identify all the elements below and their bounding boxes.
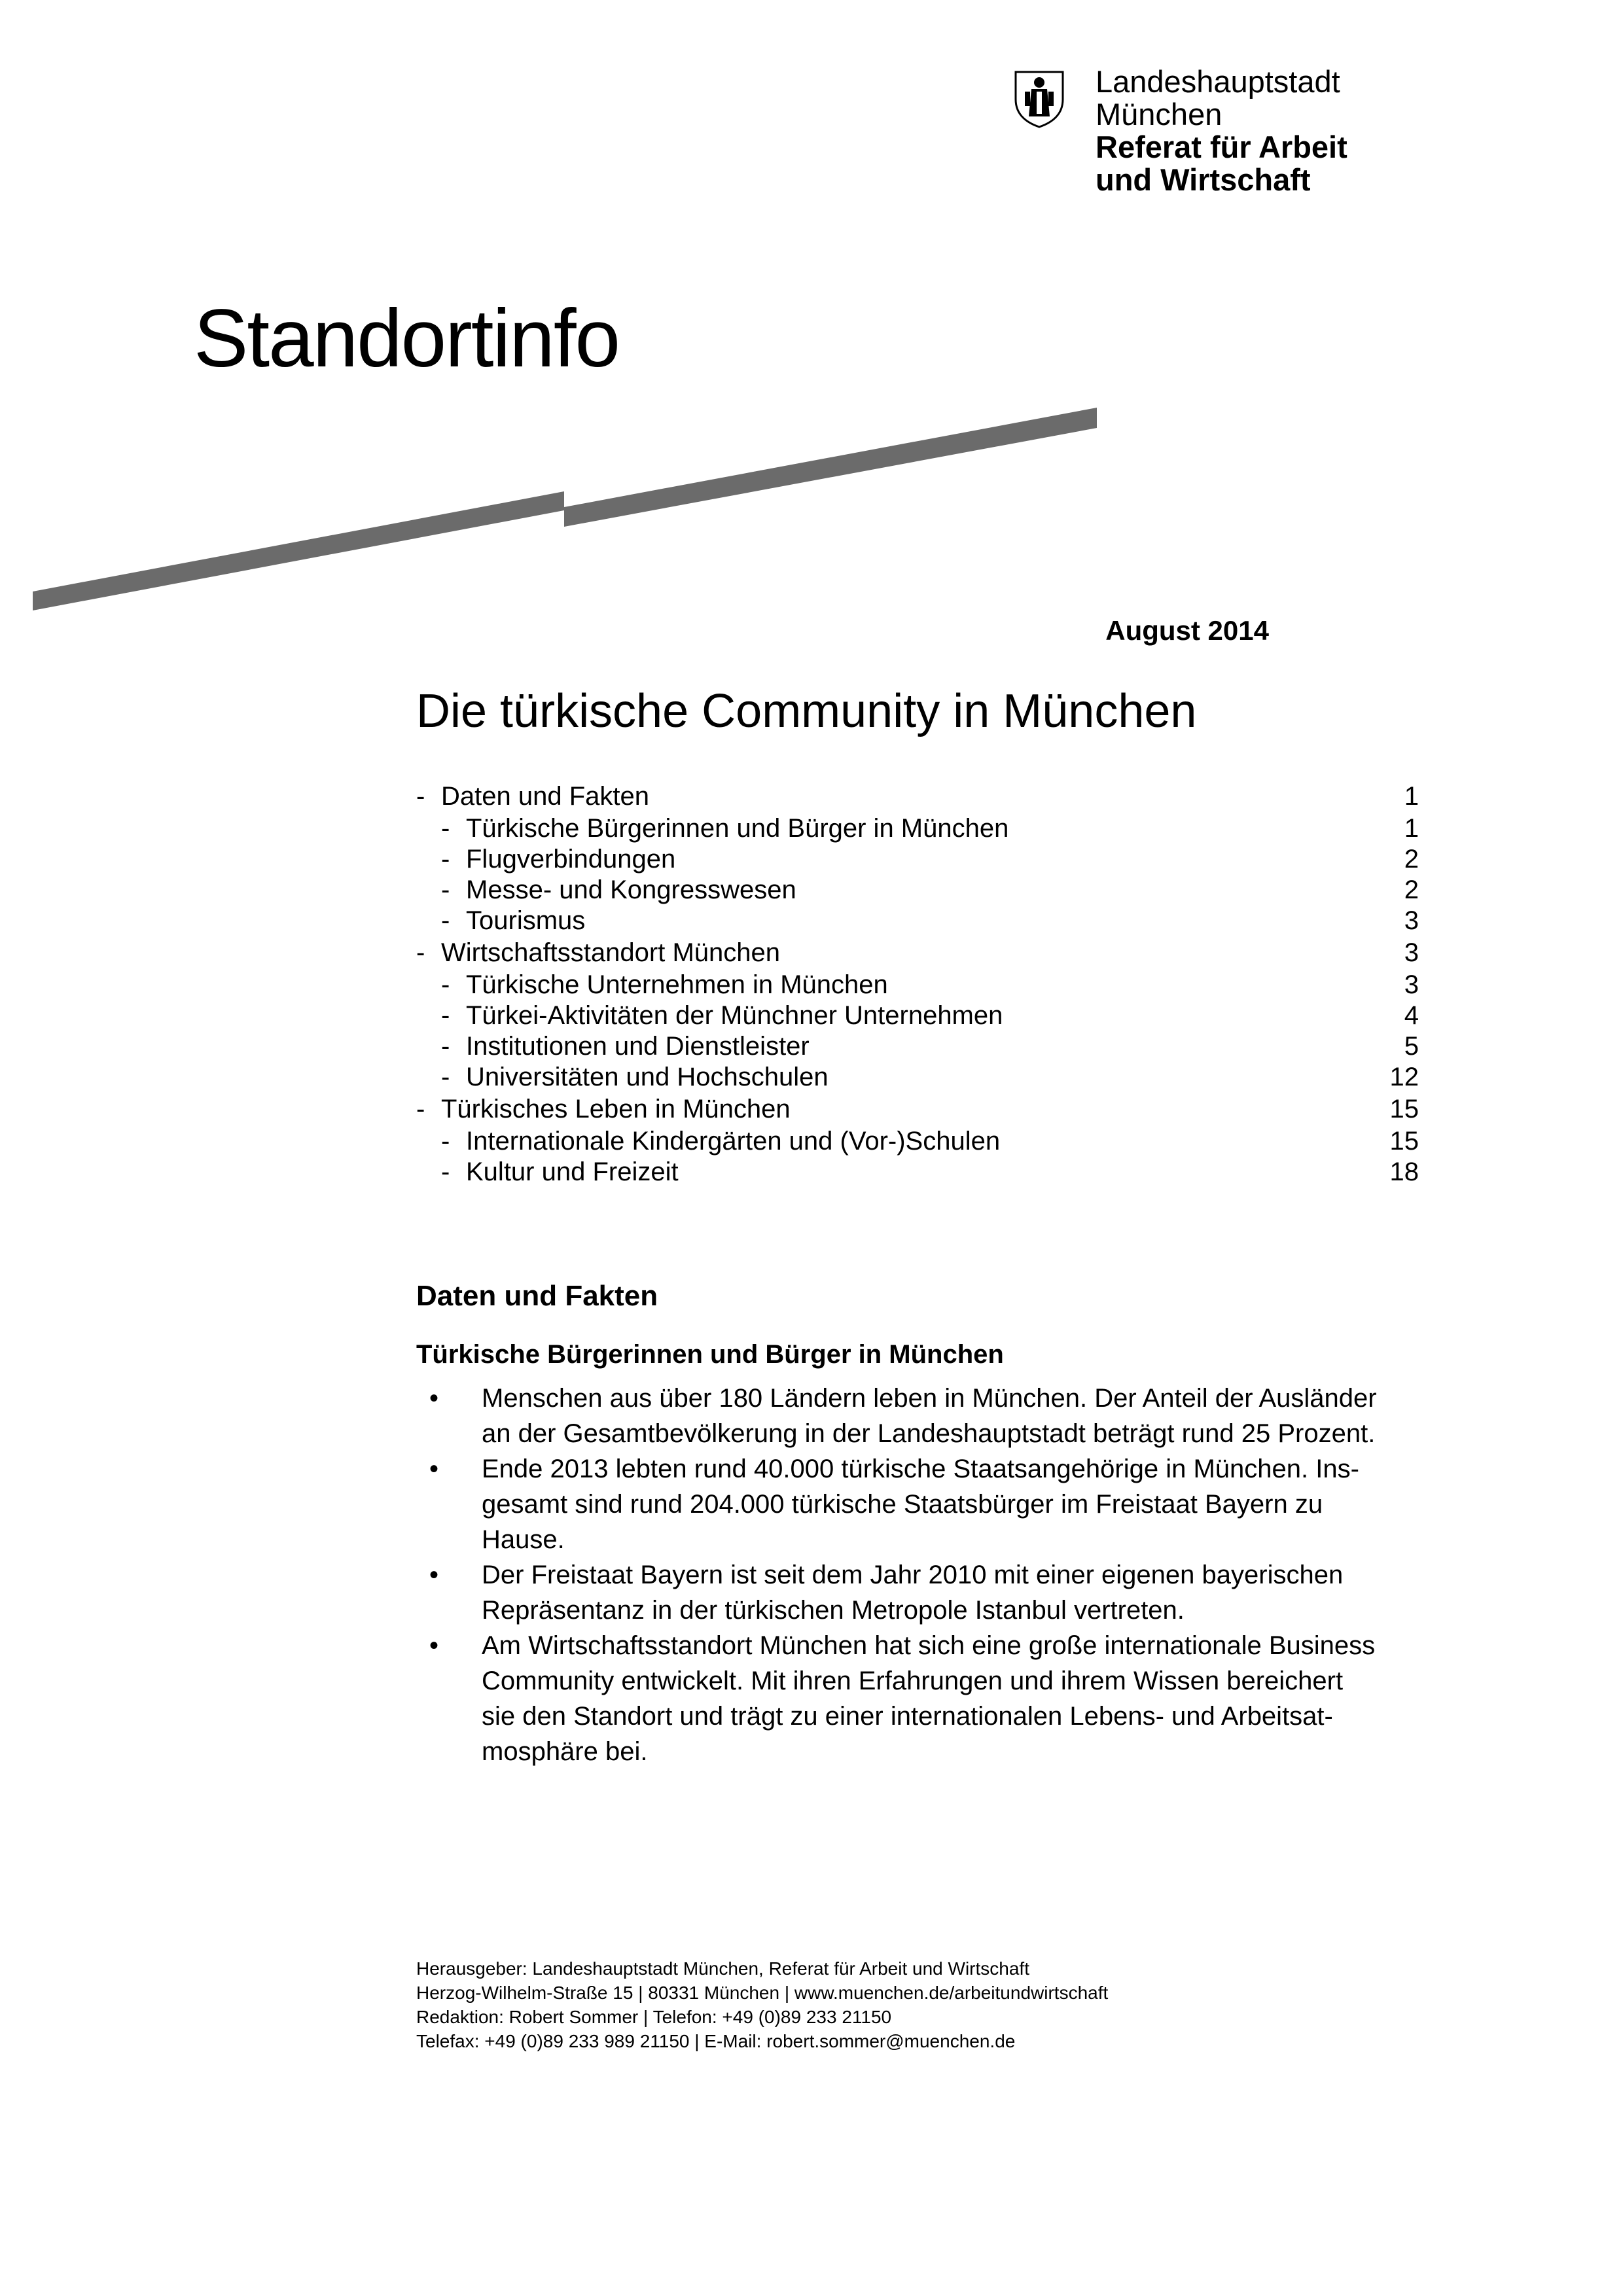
toc-dash: - (441, 845, 450, 874)
bullet-line: Menschen aus über 180 Ländern leben in München. Der Anteil der Ausländer (482, 1384, 1377, 1413)
bullet-item (416, 1451, 1424, 1557)
footer-editor: Redaktion: Robert Sommer | Telefon: +49 (0)89 233 21150 (416, 2007, 892, 2027)
bullet-line: Der Freistaat Bayern ist seit dem Jahr 2010 mit einer eigenen bayerischen (482, 1561, 1344, 1589)
publisher-footer (416, 1956, 1108, 2053)
toc-entry[interactable] (416, 780, 1419, 813)
bullet-icon: • (429, 1384, 439, 1413)
toc-entry-text: Universitäten und Hochschulen (466, 1063, 829, 1091)
toc-entry[interactable] (416, 844, 1419, 875)
footer-contact[interactable]: Telefax: +49 (0)89 233 989 21150 | E-Mail: robert.sommer@muenchen.de (416, 2031, 1016, 2051)
toc-dash: - (441, 1032, 450, 1061)
toc-entry-page: 2 (1404, 875, 1419, 904)
toc-entry-page: 15 (1389, 1095, 1419, 1123)
toc-dash: - (416, 1095, 425, 1123)
toc-entry[interactable] (416, 1031, 1419, 1062)
bullet-line: sie den Standort und trägt zu einer internationalen Lebens- und Arbeitsat- (482, 1702, 1333, 1731)
toc-entry-text: Wirtschaftsstandort München (441, 938, 780, 967)
toc-entry[interactable] (416, 1157, 1419, 1188)
bullet-item (416, 1628, 1424, 1769)
bullet-line: gesamt sind rund 204.000 türkische Staatsbürger im Freistaat Bayern zu (482, 1490, 1323, 1519)
toc-entry-text: Daten und Fakten (441, 782, 649, 811)
toc-dash: - (441, 1001, 450, 1030)
toc-entry-text: Türkei-Aktivitäten der Münchner Unternehmen (466, 1001, 1003, 1030)
toc-dash: - (416, 938, 425, 967)
toc-dash: - (441, 906, 450, 935)
stripe-right (564, 408, 1097, 527)
bullet-line: Am Wirtschaftsstandort München hat sich eine große internationale Business (482, 1631, 1376, 1660)
footer-publisher: Herausgeber: Landeshauptstadt München, Referat für Arbeit und Wirtschaft (416, 1958, 1029, 1979)
toc-entry[interactable] (416, 1126, 1419, 1157)
bullet-icon: • (429, 1455, 439, 1483)
bullet-line: mosphäre bei. (482, 1737, 648, 1766)
org-line-department-cont: und Wirtschaft (1096, 162, 1311, 197)
section-heading: Daten und Fakten (416, 1280, 658, 1312)
toc-entry-page: 4 (1404, 1001, 1419, 1030)
toc-entry[interactable] (416, 875, 1419, 906)
toc-entry-text: Messe- und Kongresswesen (466, 875, 796, 904)
bullet-line: Community entwickelt. Mit ihren Erfahrungen und ihrem Wissen bereichert (482, 1667, 1344, 1695)
toc-entry-page: 1 (1404, 782, 1419, 811)
org-line-city-state: Landeshauptstadt (1096, 64, 1340, 99)
table-of-contents (416, 780, 1419, 1188)
toc-entry-text: Türkisches Leben in München (441, 1095, 791, 1123)
bullet-line: Repräsentanz in der türkischen Metropole Istanbul vertreten. (482, 1596, 1185, 1625)
bullet-item (416, 1557, 1424, 1628)
document-title: Die türkische Community in München (416, 685, 1197, 737)
toc-entry-page: 1 (1404, 814, 1419, 843)
toc-entry-page: 3 (1404, 970, 1419, 999)
toc-entry[interactable] (416, 970, 1419, 1000)
toc-entry[interactable] (416, 906, 1419, 936)
toc-dash: - (441, 814, 450, 843)
toc-entry[interactable] (416, 813, 1419, 844)
toc-entry-page: 3 (1404, 938, 1419, 967)
toc-entry-text: Türkische Bürgerinnen und Bürger in München (466, 814, 1009, 843)
bullet-line: an der Gesamtbevölkerung in der Landeshauptstadt beträgt rund 25 Prozent. (482, 1419, 1376, 1448)
toc-entry-page: 3 (1404, 906, 1419, 935)
page-title: Standortinfo (194, 293, 620, 384)
toc-dash: - (441, 1063, 450, 1091)
toc-entry-page: 2 (1404, 845, 1419, 874)
bullet-icon: • (429, 1631, 439, 1660)
toc-entry[interactable] (416, 1093, 1419, 1126)
toc-dash: - (441, 875, 450, 904)
bullet-item (416, 1381, 1424, 1451)
org-line-city: München (1096, 97, 1222, 132)
footer-address[interactable]: Herzog-Wilhelm-Straße 15 | 80331 München | www.muenchen.de/arbeitundwirtschaft (416, 1983, 1109, 2003)
toc-entry-page: 12 (1389, 1063, 1419, 1091)
toc-dash: - (416, 782, 425, 811)
bullet-line: Ende 2013 lebten rund 40.000 türkische Staatsangehörige in München. Ins- (482, 1455, 1359, 1483)
publication-date: August 2014 (1105, 615, 1269, 646)
toc-entry-text: Institutionen und Dienstleister (466, 1032, 810, 1061)
toc-dash: - (441, 970, 450, 999)
toc-entry-text: Kultur und Freizeit (466, 1157, 679, 1186)
toc-entry-text: Türkische Unternehmen in München (466, 970, 888, 999)
bullet-icon: • (429, 1561, 439, 1589)
toc-entry-page: 15 (1389, 1127, 1419, 1156)
toc-entry[interactable] (416, 1000, 1419, 1031)
toc-dash: - (441, 1127, 450, 1156)
stripe-left (33, 491, 564, 610)
toc-dash: - (441, 1157, 450, 1186)
toc-entry[interactable] (416, 1062, 1419, 1093)
toc-entry-text: Internationale Kindergärten und (Vor-)Schulen (466, 1127, 1001, 1156)
org-line-department: Referat für Arbeit (1096, 130, 1347, 164)
toc-entry-text: Flugverbindungen (466, 845, 676, 874)
bullet-line: Hause. (482, 1525, 565, 1554)
toc-entry-text: Tourismus (466, 906, 586, 935)
bullet-list (416, 1381, 1424, 1769)
section-subheading: Türkische Bürgerinnen und Bürger in München (416, 1340, 1004, 1369)
toc-entry-page: 18 (1389, 1157, 1419, 1186)
toc-entry-page: 5 (1404, 1032, 1419, 1061)
toc-entry[interactable] (416, 936, 1419, 970)
decorative-stripes (0, 0, 1623, 654)
